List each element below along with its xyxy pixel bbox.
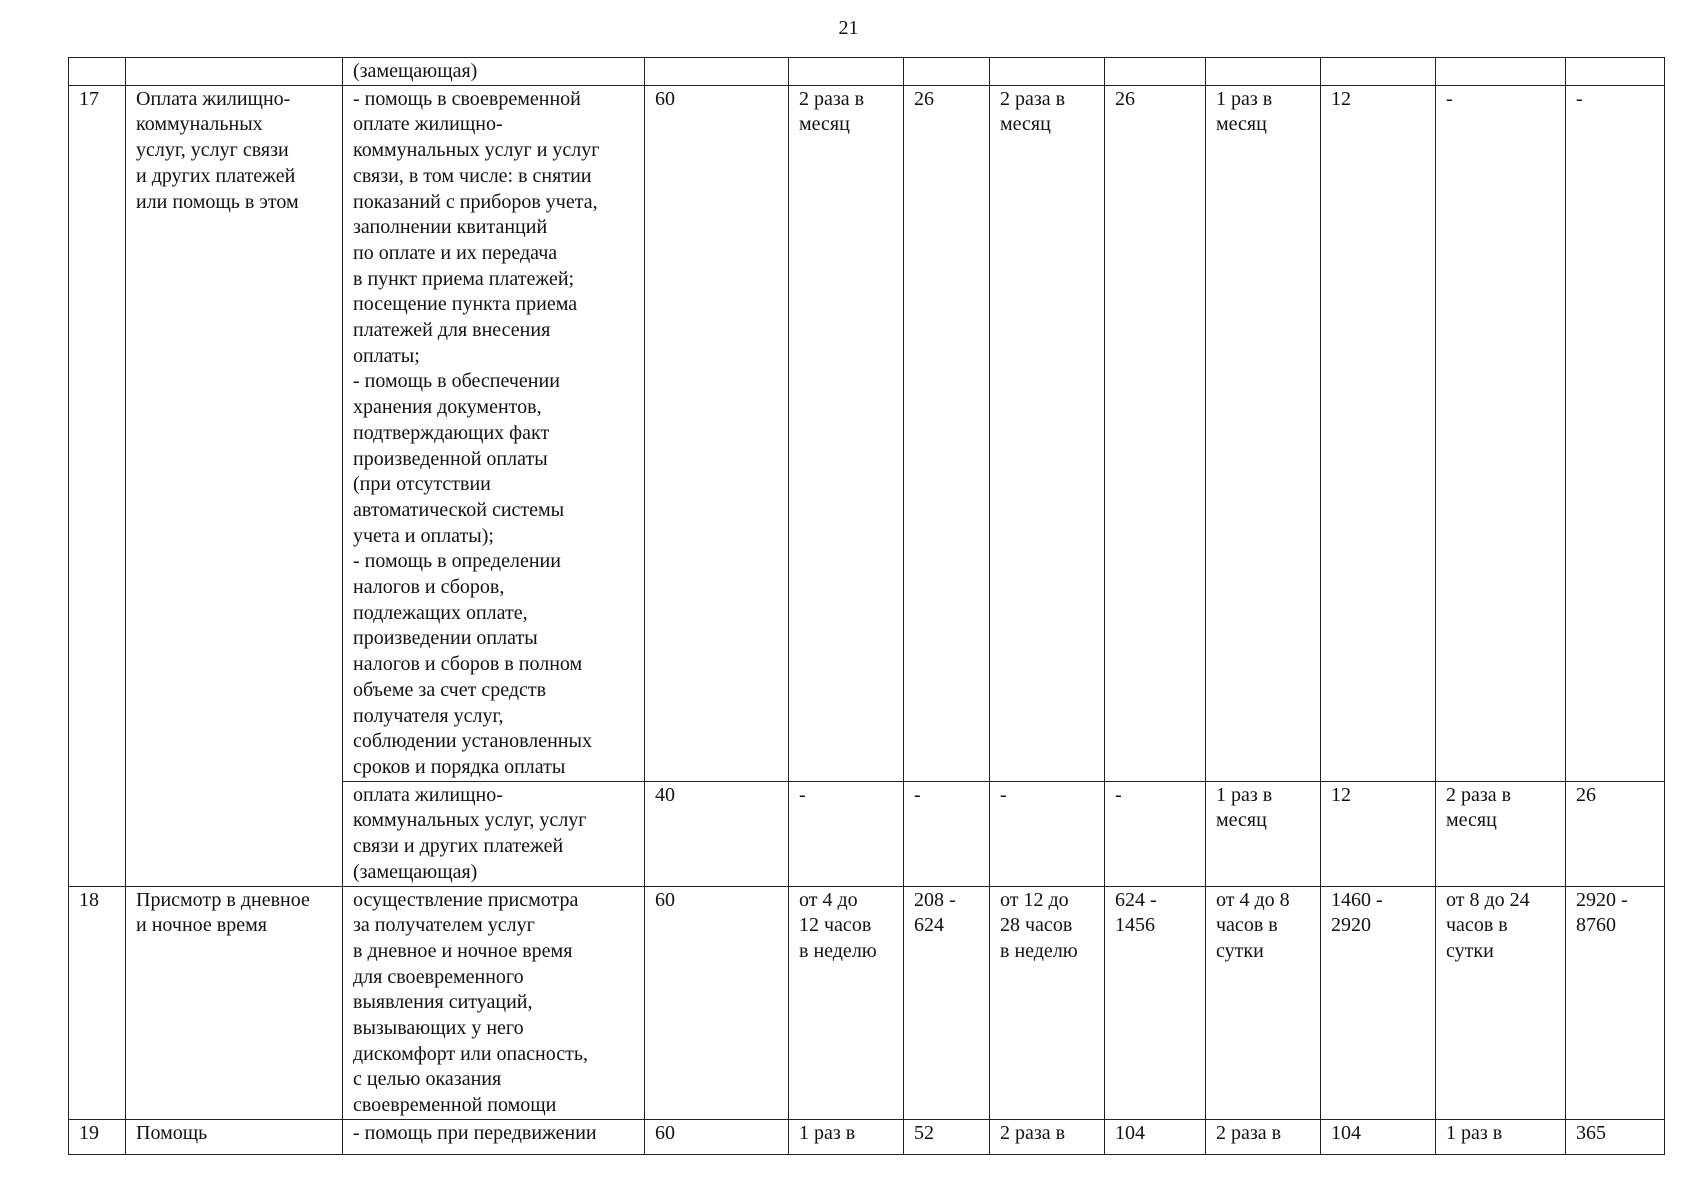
cell-count-4: 2920 - 8760 bbox=[1566, 886, 1665, 1119]
table-row-continuation bbox=[69, 58, 1665, 86]
cell-count-4: 365 bbox=[1566, 1119, 1665, 1154]
cell-freq-1: 1 раз в bbox=[789, 1119, 904, 1154]
cell-name: Присмотр в дневное и ночное время bbox=[126, 886, 343, 1119]
cell-desc: оплата жилищно- коммунальных услуг, услуг связи и других платежей (замещающая) bbox=[343, 781, 645, 886]
cell-freq-2: 2 раза в bbox=[990, 1119, 1105, 1154]
cell-num: 19 bbox=[69, 1119, 126, 1154]
cell-name: Оплата жилищно- коммунальных услуг, услуг связи и других платежей или помощь в этом bbox=[126, 85, 343, 886]
cell-count-3: 12 bbox=[1321, 85, 1436, 781]
cell-count-4: - bbox=[1566, 85, 1665, 781]
cell-time: 60 bbox=[645, 85, 789, 781]
cell-freq-4: 1 раз в bbox=[1436, 1119, 1566, 1154]
cell-freq-1: от 4 до 12 часов в неделю bbox=[789, 886, 904, 1119]
cell-time: 40 bbox=[645, 781, 789, 886]
page-number: 21 bbox=[838, 17, 859, 39]
cell-freq-2: - bbox=[990, 781, 1105, 886]
cell-name: Помощь bbox=[126, 1119, 343, 1154]
cell-freq-3: 1 раз в месяц bbox=[1206, 781, 1321, 886]
cell-desc: (замещающая) bbox=[343, 58, 645, 86]
cell-num: 18 bbox=[69, 886, 126, 1119]
table-row-18 bbox=[69, 886, 1665, 1119]
cell-count-3: 104 bbox=[1321, 1119, 1436, 1154]
cell-freq-1 bbox=[789, 58, 904, 86]
cell-desc: осуществление присмотра за получателем услуг в дневное и ночное время для своевременного выявления ситуаций, вызывающих у него дискомфорт или опасность, с целью оказания своевременной помощи bbox=[343, 886, 645, 1119]
cell-count-2 bbox=[1105, 58, 1206, 86]
cell-count-2: 104 bbox=[1105, 1119, 1206, 1154]
cell-count-2: 26 bbox=[1105, 85, 1206, 781]
cell-freq-2: от 12 до 28 часов в неделю bbox=[990, 886, 1105, 1119]
cell-freq-4: 2 раза в месяц bbox=[1436, 781, 1566, 886]
cell-desc: - помощь в своевременной оплате жилищно- коммунальных услуг и услуг связи, в том числе: в снятии показаний с приборов учета, заполнении квитанций по оплате и их передача в пункт приема платежей; посещение пункта приема платежей для внесения оплаты; - помощь в обеспечении хранения документов, подтверждающих факт произведенной оплаты (при отсутствии автоматической системы учета и оплаты); - помощь в определении налогов и сборов, подлежащих оплате, произведении оплаты налогов и сборов в полном объеме за счет средств получателя услуг, соблюдении установленных сроков и порядка оплаты bbox=[343, 85, 645, 781]
cell-name bbox=[126, 58, 343, 86]
table-row-19 bbox=[69, 1119, 1665, 1154]
cell-count-1: 52 bbox=[904, 1119, 990, 1154]
cell-count-1: - bbox=[904, 781, 990, 886]
cell-freq-3: от 4 до 8 часов в сутки bbox=[1206, 886, 1321, 1119]
cell-freq-4: от 8 до 24 часов в сутки bbox=[1436, 886, 1566, 1119]
cell-count-2: - bbox=[1105, 781, 1206, 886]
table-row-17 bbox=[69, 85, 1665, 781]
cell-freq-4 bbox=[1436, 58, 1566, 86]
cell-count-1: 26 bbox=[904, 85, 990, 781]
cell-freq-3: 2 раза в bbox=[1206, 1119, 1321, 1154]
cell-count-2: 624 - 1456 bbox=[1105, 886, 1206, 1119]
cell-count-3: 12 bbox=[1321, 781, 1436, 886]
cell-time: 60 bbox=[645, 886, 789, 1119]
cell-freq-2: 2 раза в месяц bbox=[990, 85, 1105, 781]
cell-count-3 bbox=[1321, 58, 1436, 86]
cell-freq-3: 1 раз в месяц bbox=[1206, 85, 1321, 781]
cell-freq-4: - bbox=[1436, 85, 1566, 781]
cell-freq-3 bbox=[1206, 58, 1321, 86]
cell-time: 60 bbox=[645, 1119, 789, 1154]
cell-num: 17 bbox=[69, 85, 126, 886]
cell-count-3: 1460 - 2920 bbox=[1321, 886, 1436, 1119]
cell-freq-1: 2 раза в месяц bbox=[789, 85, 904, 781]
cell-count-4 bbox=[1566, 58, 1665, 86]
cell-count-4: 26 bbox=[1566, 781, 1665, 886]
services-table bbox=[68, 57, 1665, 1155]
cell-num bbox=[69, 58, 126, 86]
cell-count-1: 208 - 624 bbox=[904, 886, 990, 1119]
cell-time bbox=[645, 58, 789, 86]
cell-desc: - помощь при передвижении bbox=[343, 1119, 645, 1154]
cell-freq-2 bbox=[990, 58, 1105, 86]
cell-count-1 bbox=[904, 58, 990, 86]
cell-freq-1: - bbox=[789, 781, 904, 886]
